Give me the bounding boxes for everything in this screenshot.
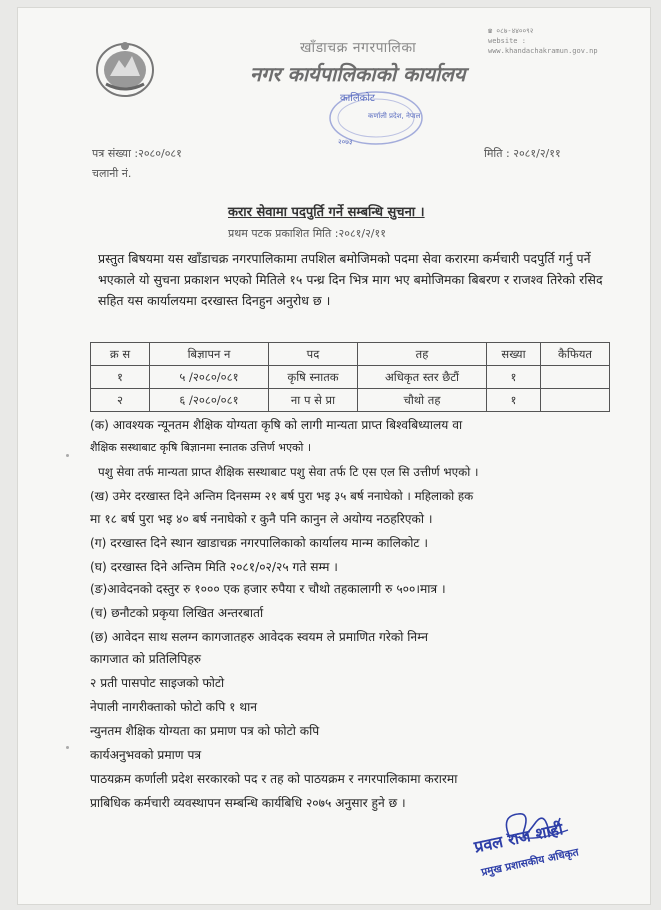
table-row — [91, 366, 610, 389]
phone-number: ☎ ०८७-४४००९२ — [488, 27, 534, 35]
website-url: www.khandachakramun.gov.np — [488, 47, 598, 55]
cell-count: १ — [487, 389, 541, 412]
vacancy-table — [90, 342, 610, 412]
condition-chha-line2: कागजात को प्रतिलिपिहरु — [90, 652, 202, 666]
col-serial: क्र स — [91, 343, 150, 366]
dispatch-number: चलानी नं. — [92, 167, 132, 180]
seal-province: कर्णाली प्रदेश, नेपाल — [368, 112, 421, 120]
letter-date: मिति : २०८१/२/११ — [484, 147, 561, 160]
cell-count: १ — [487, 366, 541, 389]
table-row — [91, 389, 610, 412]
notice-title: करार सेवामा पदपुर्ति गर्ने सम्बन्धि सुचना । — [228, 205, 425, 220]
col-level: तह — [358, 343, 487, 366]
signature-icon — [440, 808, 630, 888]
cell-level: अधिकृत स्तर छैटौं — [358, 366, 487, 389]
col-remarks: कैफियत — [541, 343, 610, 366]
website-label: website : — [488, 37, 526, 45]
cell-post: ना प से प्रा — [269, 389, 358, 412]
office-name: नगर कार्यपालिकाको कार्यालय — [250, 62, 466, 86]
municipality-name: खाँडाचक्र नगरपालिका — [300, 40, 417, 56]
cell-remarks — [541, 389, 610, 412]
condition-ga: (ग) दरखास्त दिने स्थान खाडाचक्र नगरपालिकाको कार्यालय मान्म कालिकोट । — [90, 536, 429, 550]
cell-ad-number: ६ /२०८०/०८१ — [150, 389, 269, 412]
reference-number: पत्र संख्या :२०८०/०८१ — [92, 147, 182, 160]
condition-kha-line1: (ख) उमेर दरखास्त दिने अन्तिम दिनसम्म २१ बर्ष पुरा भइ ३५ बर्ष ननाघेको । महिलाको हक — [90, 489, 474, 503]
cell-ad-number: ५ /२०८०/०८१ — [150, 366, 269, 389]
cell-remarks — [541, 366, 610, 389]
publish-date: प्रथम पटक प्रकाशित मिति :२०८१/२/११ — [228, 227, 386, 240]
document-item: प्राबिधिक कर्मचारी व्यवस्थापन सम्बन्धि कार्यबिधि २०७५ अनुसार हुने छ । — [90, 796, 406, 810]
signatory-name: प्रवल राज शाही — [472, 819, 565, 857]
condition-chha-line1: (छ) आवेदन साथ सलग्न कागजातहरु आवेदक स्वयम ले प्रमाणित गरेको निम्न — [90, 630, 429, 644]
table-header-row — [91, 343, 610, 366]
seal-year: २०७३ — [338, 138, 353, 146]
col-count: सख्या — [487, 343, 541, 366]
document-item: न्युनतम शैक्षिक योग्यता का प्रमाण पत्र को फोटो कपि — [90, 724, 320, 738]
condition-ka-line3: पशु सेवा तर्फ मान्यता प्राप्त शैक्षिक सस्थाबाट पशु सेवा तर्फ टि एस एल सि उत्तीर्ण भएको । — [98, 465, 479, 479]
nepal-emblem-icon — [92, 38, 158, 98]
hole-punch-mark — [66, 454, 69, 457]
col-post: पद — [269, 343, 358, 366]
cell-post: कृषि स्नातक — [269, 366, 358, 389]
condition-ka-line2: शैक्षिक सस्थाबाट कृषि बिज्ञानमा स्नातक उत्तिर्ण भएको । — [90, 441, 311, 454]
document-item: कार्यअनुभवको प्रमाण पत्र — [90, 748, 202, 762]
cell-level: चौथो तह — [358, 389, 487, 412]
cell-serial: १ — [91, 366, 150, 389]
document-item: २ प्रती पासपोट साइजको फोटो — [90, 676, 225, 690]
condition-kha-line2: मा १८ बर्ष पुरा भइ ४० बर्ष ननाघेको र कुनै पनि कानुन ले अयोग्य नठहरिएको । — [90, 512, 433, 526]
intro-paragraph: प्रस्तुत बिषयमा यस खाँडाचक्र नगरपालिकामा तपशिल बमोजिमको पदमा सेवा करारमा कर्मचारी पदपुर्ति गर्नु पर्ने भएकाले यो सुचना प्रकाशन भएको मितिले १५ पन्ध्र दिन भित्र माग भए बमोजिमका बिबरण र राजश्व तिरेको रसिद सहित यस कार्यालयमा दरखास्त दिनहुन अनुरोध छ । — [98, 251, 603, 308]
cell-serial: २ — [91, 389, 150, 412]
col-ad-number: बिज्ञापन न — [150, 343, 269, 366]
signatory-title: प्रमुख प्रशासकीय अधिकृत — [480, 846, 580, 879]
condition-ka-line1: (क) आवश्यक न्यूनतम शैक्षिक योग्यता कृषि को लागी मान्यता प्राप्त बिश्वबिध्यालय वा — [90, 418, 463, 432]
document-item: पाठयक्रम कर्णाली प्रदेश सरकारको पद र तह को पाठयक्रम र नगरपालिकामा करारमा — [90, 772, 458, 786]
condition-nga: (ङ)आवेदनको दस्तुर रु १००० एक हजार रुपैया र चौथो तहकालागी रु ५००।मात्र । — [90, 582, 446, 596]
contact-block — [488, 26, 598, 56]
condition-gha: (घ) दरखास्त दिने अन्तिम मिति २०८१/०२/२५ गते सम्म । — [90, 560, 338, 574]
seal-district: कालिकोट — [340, 93, 375, 104]
condition-cha: (च) छनौटको प्रकृया लिखित अन्तरबार्ता — [90, 606, 264, 620]
document-item: नेपाली नागरीक्ताको फोटो कपि १ थान — [90, 700, 258, 714]
hole-punch-mark — [66, 746, 69, 749]
